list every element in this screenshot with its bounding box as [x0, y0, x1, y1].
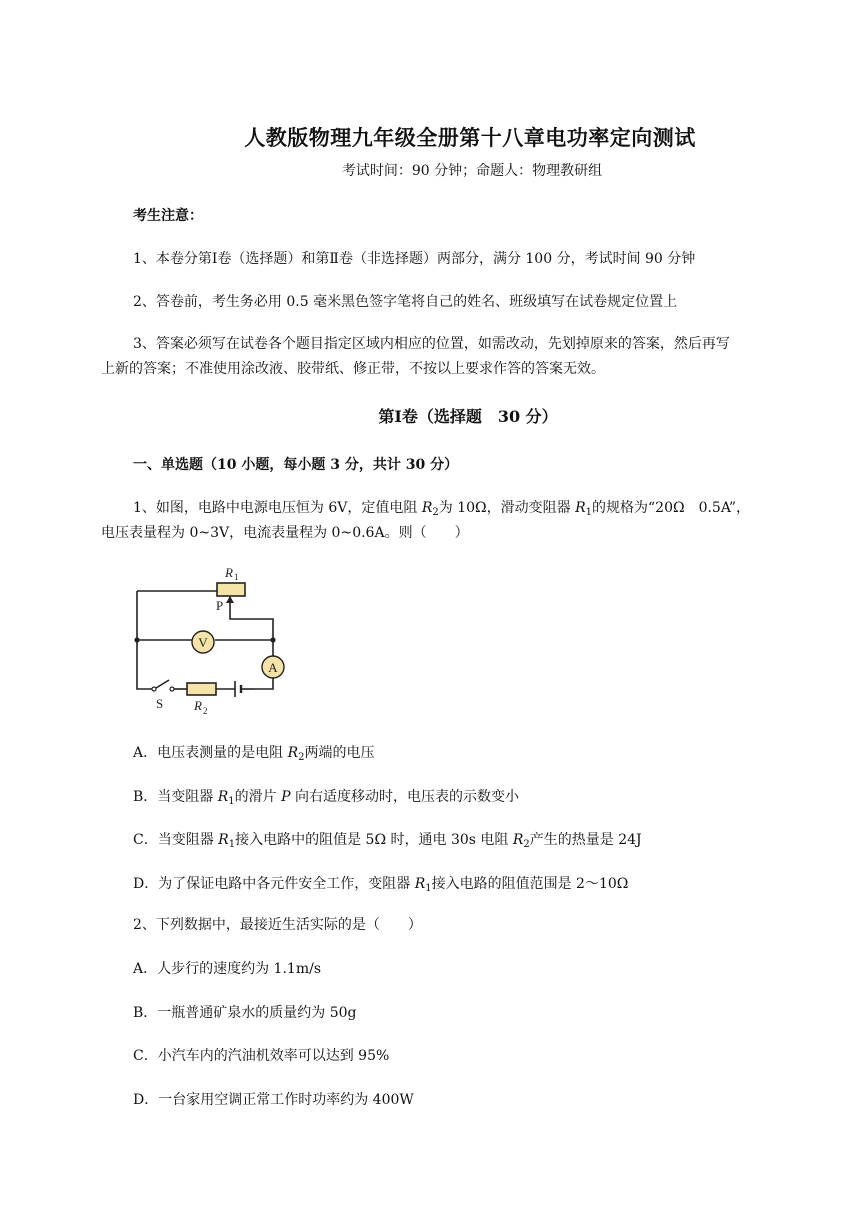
part-heading: 一、单选题（10 小题，每小题 3 分，共计 30 分） — [133, 457, 459, 473]
q1-option-b: B．当变阻器 $R_1$的滑片 P 向右适度移动时，电压表的示数变小 — [133, 789, 519, 807]
symbol-sub: 1 — [585, 507, 592, 518]
q2-option-c: C．小汽车内的汽油机效率可以达到 95% — [133, 1048, 390, 1064]
q1-stem-text-b: 为 10Ω，滑动变阻器 — [438, 500, 576, 516]
page-title: 人教版物理九年级全册第十八章电功率定向测试 — [244, 125, 696, 150]
q1-stem-text-c: 的规格为“20Ω 0.5A”， — [592, 500, 751, 516]
section-title: 第Ⅰ卷（选择题 30 分） — [378, 407, 558, 426]
notice-item-3-cont: 上新的答案；不准使用涂改液、胶带纸、修正带，不按以上要求作答的答案无效。 — [101, 361, 605, 377]
notice-item-3: 3、答案必须写在试卷各个题目指定区域内相应的位置，如需改动，先划掉原来的答案，然后再写 — [133, 336, 730, 352]
symbol-r: R — [421, 500, 433, 516]
slider-label: P — [216, 598, 224, 613]
symbol-sub: 2 — [432, 507, 439, 518]
notice-item-2: 2、答卷前，考生务必用 0.5 毫米黑色签字笔将自己的姓名、班级填写在试卷规定位置上 — [133, 294, 678, 310]
r1-sub: 1 — [234, 572, 239, 582]
svg-text:V: V — [198, 635, 208, 650]
q1-option-d: D．为了保证电路中各元件安全工作，变阻器 $R_1$接入电路的阻值范围是 2～10Ω — [133, 876, 629, 894]
q2-stem: 2、下列数据中，最接近生活实际的是（ ） — [133, 917, 422, 933]
exam-subtitle: 考试时间：90 分钟；命题人：物理教研组 — [341, 163, 603, 179]
q2-option-d: D．一台家用空调正常工作时功率约为 400W — [133, 1092, 414, 1108]
ammeter-icon — [262, 656, 284, 678]
svg-text:A: A — [268, 660, 278, 675]
q1-stem-line2: 电压表量程为 0~3V，电流表量程为 0~0.6A。则（ ） — [101, 525, 469, 541]
q1-option-a: A．电压表测量的是电阻 $R_2$两端的电压 — [133, 745, 375, 763]
voltmeter-icon — [192, 631, 214, 653]
q1-stem-text-a: 1、如图，电路中电源电压恒为 6V，定值电阻 — [133, 500, 422, 516]
r1-label: R — [225, 565, 233, 580]
r2-label: R — [194, 698, 202, 713]
r2-sub: 2 — [203, 706, 208, 716]
symbol-r: R — [575, 500, 586, 516]
notice-heading: 考生注意： — [133, 208, 203, 224]
q2-option-a: A．人步行的速度约为 1.1m/s — [133, 961, 322, 977]
switch-label: S — [156, 696, 164, 711]
slider-arrow-icon — [226, 596, 234, 603]
q1-option-c: C．当变阻器 $R_1$接入电路中的阻值是 5Ω 时，通电 30s 电阻 $R_2$产生的热量是 24J — [133, 832, 642, 850]
q1-stem-line1 — [133, 497, 750, 518]
notice-item-1: 1、本卷分第Ⅰ卷（选择题）和第Ⅱ卷（非选择题）两部分，满分 100 分，考试时间 90 分钟 — [133, 251, 696, 267]
circuit-diagram — [125, 562, 295, 722]
q2-option-b: B．一瓶普通矿泉水的质量约为 50g — [133, 1005, 357, 1021]
